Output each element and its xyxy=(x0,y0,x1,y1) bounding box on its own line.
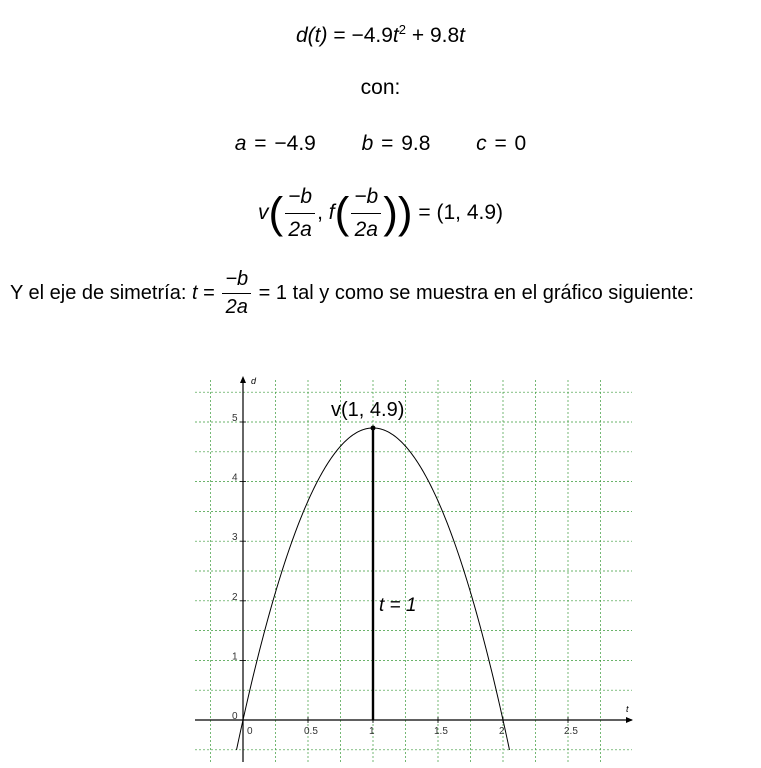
fraction-neg-b-2a xyxy=(285,183,315,244)
paragraph-fraction xyxy=(222,268,251,319)
coefficients-line xyxy=(0,132,761,156)
function-f: f xyxy=(328,201,335,225)
x-tick-label: 1 xyxy=(369,726,375,737)
plus-sign: + xyxy=(411,24,425,47)
vertex-label: v(1, 4.9) xyxy=(331,398,405,421)
vertex-formula: v( $\frac{-b}{2a}$ , f( $\frac{-b}{2a}$ )) = (1, 4.9) xyxy=(0,183,761,244)
y-tick-label: 2 xyxy=(232,591,238,603)
comma: , xyxy=(317,201,323,225)
x-tick-label: 0 xyxy=(247,726,253,737)
fraction-denominator: 2a xyxy=(288,218,312,241)
fraction-numerator: −b xyxy=(285,183,315,214)
parabola-chart xyxy=(0,368,761,768)
b-label: b xyxy=(361,132,374,155)
fraction-denominator: 2a xyxy=(225,296,248,318)
a-equals: = xyxy=(254,132,267,155)
fraction-numerator: −b xyxy=(222,268,251,294)
exponent: 2 xyxy=(398,22,406,37)
x-tick-label: 1.5 xyxy=(434,726,448,737)
con-label: con: xyxy=(360,76,401,99)
x-tick-label: 2.5 xyxy=(564,726,578,737)
chart-grid xyxy=(195,380,632,762)
chart-axes xyxy=(195,376,633,762)
vertex-point xyxy=(371,425,376,430)
y-tick-label: 5 xyxy=(232,413,238,424)
vertex-v: v xyxy=(257,201,269,225)
y-tick-label: 0 xyxy=(232,711,238,722)
chart-annotations xyxy=(331,399,417,720)
symmetry-axis-label: t = 1 xyxy=(379,594,417,616)
coefficient-b: 9.8 xyxy=(429,24,460,47)
symmetry-paragraph xyxy=(10,268,694,319)
x-axis-label: t xyxy=(626,704,629,714)
fraction-neg-b-2a xyxy=(351,183,381,244)
equals-sign: = xyxy=(333,24,346,47)
a-value: −4.9 xyxy=(274,132,316,155)
paragraph-equals: = xyxy=(197,281,221,304)
x-tick-label: 2 xyxy=(499,726,505,737)
coefficient-a: −4.9 xyxy=(351,24,393,47)
y-tick-label: 4 xyxy=(232,472,238,484)
fraction-denominator: 2a xyxy=(354,218,378,241)
c-label: c xyxy=(476,132,487,155)
variable-t: t xyxy=(459,24,465,47)
fraction-numerator: −b xyxy=(351,183,381,214)
c-equals: = xyxy=(494,132,507,155)
a-label: a xyxy=(234,132,247,155)
y-tick-label: 1 xyxy=(232,651,238,663)
equation-function xyxy=(0,22,761,48)
vertex-result: (1, 4.9) xyxy=(436,201,504,225)
paragraph-intro: Y el eje de simetría: xyxy=(10,281,192,304)
equals-sign: = xyxy=(418,201,431,225)
y-tick-label: 3 xyxy=(232,532,238,544)
y-axis-label: d xyxy=(251,376,257,386)
y-axis-arrow xyxy=(240,376,246,383)
c-value: 0 xyxy=(514,132,527,155)
paragraph-outro: = 1 tal y como se muestra en el gráfico siguiente: xyxy=(253,281,694,304)
x-axis-arrow xyxy=(626,717,633,723)
paragraph-t: t xyxy=(191,281,198,304)
variable-t: t xyxy=(392,24,399,47)
b-value: 9.8 xyxy=(401,132,431,155)
function-lhs: d(t) xyxy=(296,24,328,47)
x-tick-label: 0.5 xyxy=(304,726,318,737)
b-equals: = xyxy=(381,132,394,155)
